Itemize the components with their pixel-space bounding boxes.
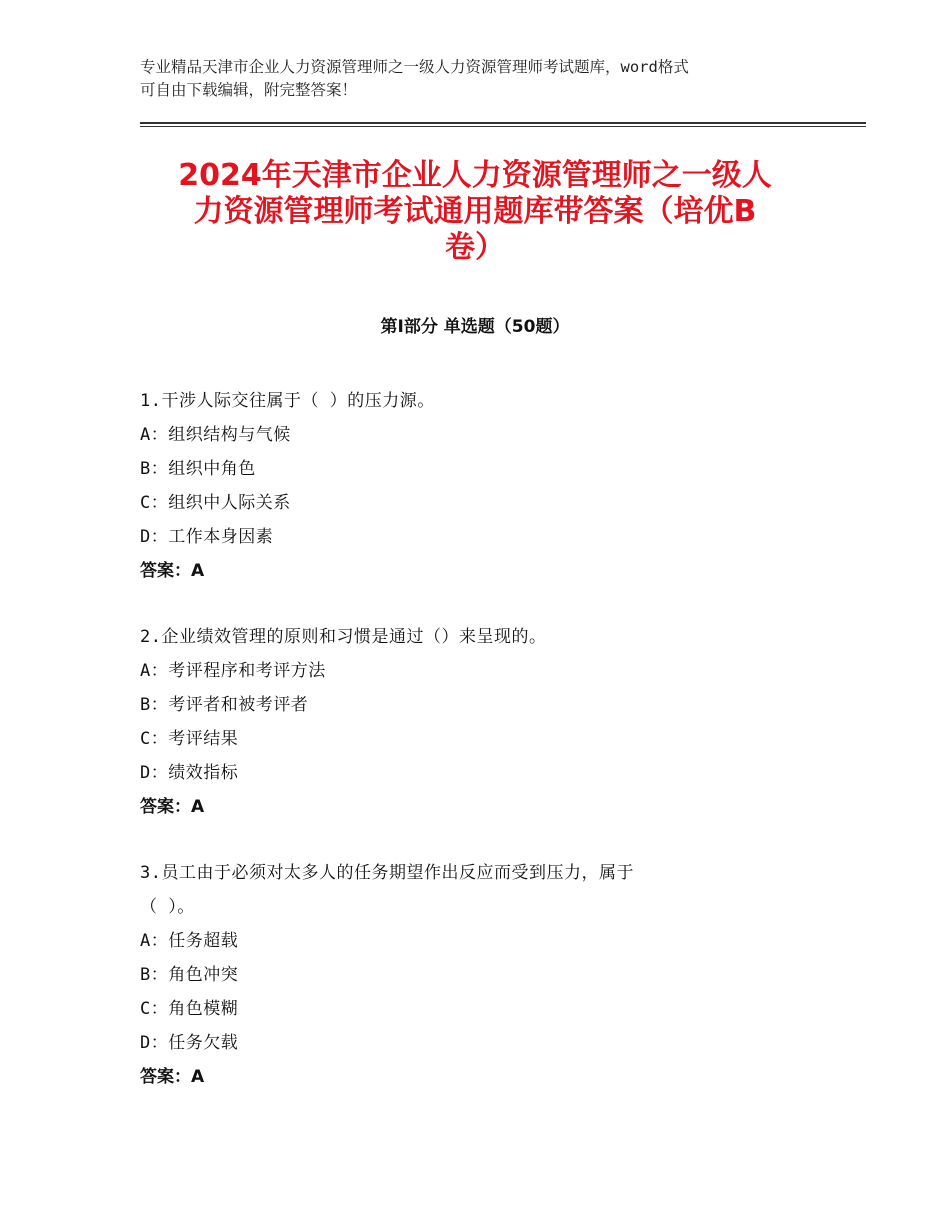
header-note-line: 可自由下载编辑，附完整答案！: [140, 81, 358, 99]
question-option: A：组织结构与气候: [140, 425, 291, 445]
question-stem: 3.员工由于必须对太多人的任务期望作出反应而受到压力，属于: [140, 863, 634, 883]
question-stem: （ ）。: [140, 897, 195, 917]
question-list: [140, 384, 820, 1126]
question-option: C：角色模糊: [140, 999, 239, 1019]
question-option: A：考评程序和考评方法: [140, 661, 326, 681]
header-note-line: 专业精品天津市企业人力资源管理师之一级人力资源管理师考试题库，word格式: [140, 58, 689, 76]
question-option: D：工作本身因素: [140, 527, 274, 547]
question-option: C：组织中人际关系: [140, 493, 291, 513]
question-block: [140, 384, 820, 588]
document-title-line: 力资源管理师考试通用题库带答案（培优B: [193, 194, 757, 229]
question-option: D：绩效指标: [140, 763, 239, 783]
question-answer: 答案：A: [140, 797, 205, 817]
question-option: B：考评者和被考评者: [140, 695, 309, 715]
question-stem: 1.干涉人际交往属于（ ）的压力源。: [140, 391, 435, 411]
header-note: [140, 56, 820, 102]
section-title: 第Ⅰ部分 单选题（50题）: [380, 317, 570, 337]
question-block: [140, 856, 820, 1094]
header-divider-thin: [140, 126, 866, 127]
question-answer: 答案：A: [140, 1067, 205, 1087]
question-option: C：考评结果: [140, 729, 239, 749]
question-option: A：任务超载: [140, 931, 239, 951]
question-stem: 2.企业绩效管理的原则和习惯是通过（）来呈现的。: [140, 627, 547, 647]
header-divider-thick: [140, 122, 866, 124]
question-option: B：组织中角色: [140, 459, 256, 479]
question-option: D：任务欠载: [140, 1033, 239, 1053]
question-option: B：角色冲突: [140, 965, 239, 985]
question-answer: 答案：A: [140, 561, 205, 581]
document-title-line: 2024年天津市企业人力资源管理师之一级人: [178, 158, 772, 193]
document-title-line: 卷）: [445, 230, 505, 265]
document-title: [120, 158, 830, 266]
question-block: [140, 620, 820, 824]
